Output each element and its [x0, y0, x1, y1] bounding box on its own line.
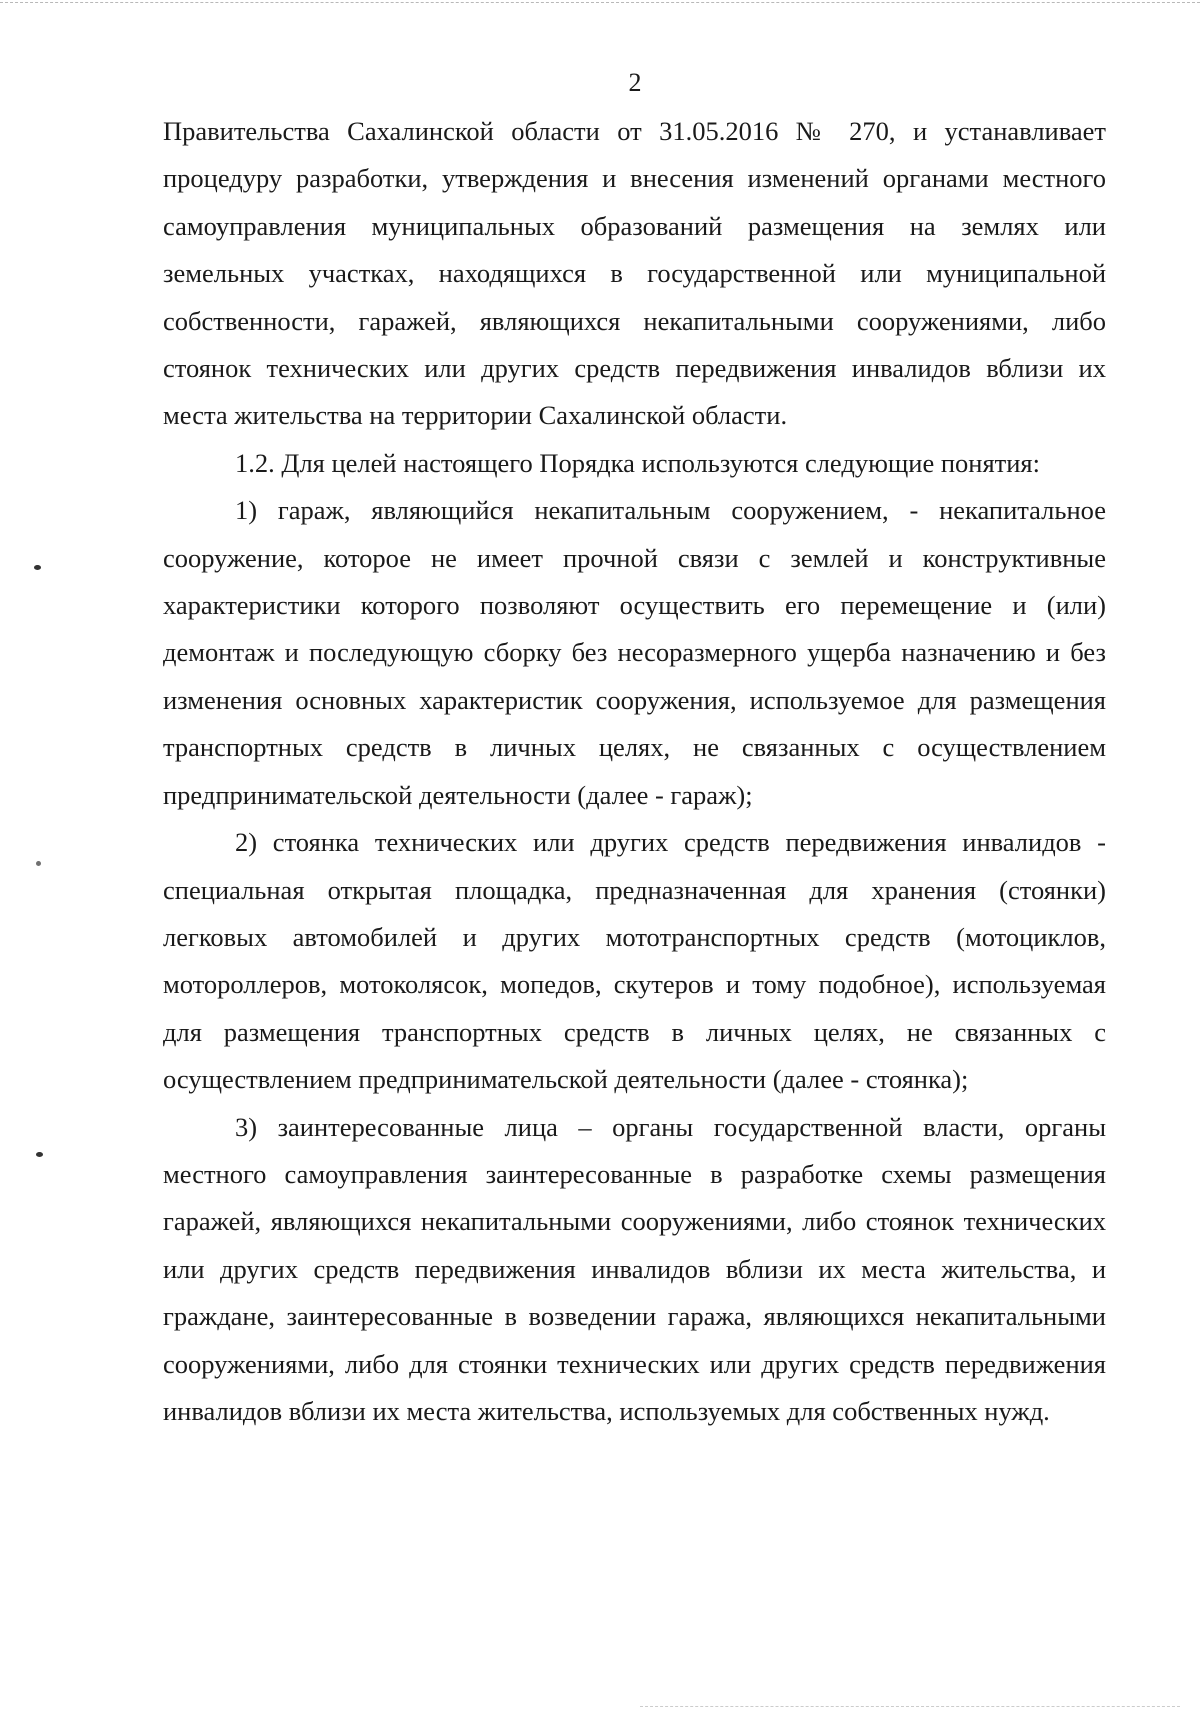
punch-hole-mark	[34, 565, 41, 570]
punch-hole-mark	[36, 861, 41, 866]
page-number: 2	[628, 68, 642, 97]
paragraph-definition-garage: 1) гараж, являющийся некапитальным сооружением, - некапитальное сооружение, которое не имеет прочной связи с землей и конструктивные характеристики которого позволяют осуществить его перемещение и (или) демонтаж и последующую сборку без несоразмерного ущерба назначению и без изменения основных характеристик сооружения, используемое для размещения транспортных средств в личных целях, не связанных с осуществлением предпринимательской деятельности (далее - гараж);	[163, 495, 1106, 810]
paragraph-definition-parking: 2) стоянка технических или других средств передвижения инвалидов - специальная открытая площадка, предназначенная для хранения (стоянки) легковых автомобилей и других мототранспортных средств (мотоциклов, мотороллеров, мотоколясок, мопедов, скутеров и тому подобное), используемая для размещения транспортных средств в личных целях, не связанных с осуществлением предпринимательской деятельности (далее - стоянка);	[163, 827, 1106, 1095]
paragraph-definition-interested-parties: 3) заинтересованные лица – органы государственной власти, органы местного самоуправления заинтересованные в разработке схемы размещения гаражей, являющихся некапитальными сооружениями, либо стоянок технических или других средств передвижения инвалидов вблизи их места жительства, и граждане, заинтересованные в возведении гаража, являющихся некапитальными сооружениями, либо для стоянки технических или других средств передвижения инвалидов вблизи их места жительства, используемых для собственных нужд.	[163, 1111, 1106, 1426]
scan-edge-bottom	[640, 1706, 1180, 1707]
paragraph-definitions-heading: 1.2. Для целей настоящего Порядка используются следующие понятия:	[235, 447, 1040, 478]
document-body	[163, 108, 1106, 1435]
paragraph-intro: Правительства Сахалинской области от 31.05.2016 № 270, и устанавливает процедуру разработки, утверждения и внесения изменений органами местного самоуправления муниципальных образований размещения на землях или земельных участках, находящихся в государственной или муниципальной собственности, гаражей, являющихся некапитальными сооружениями, либо стоянок технических или других средств передвижения инвалидов вблизи их места жительства на территории Сахалинской области.	[163, 116, 1106, 431]
punch-hole-mark	[36, 1152, 43, 1157]
scan-edge-top	[0, 2, 1200, 3]
